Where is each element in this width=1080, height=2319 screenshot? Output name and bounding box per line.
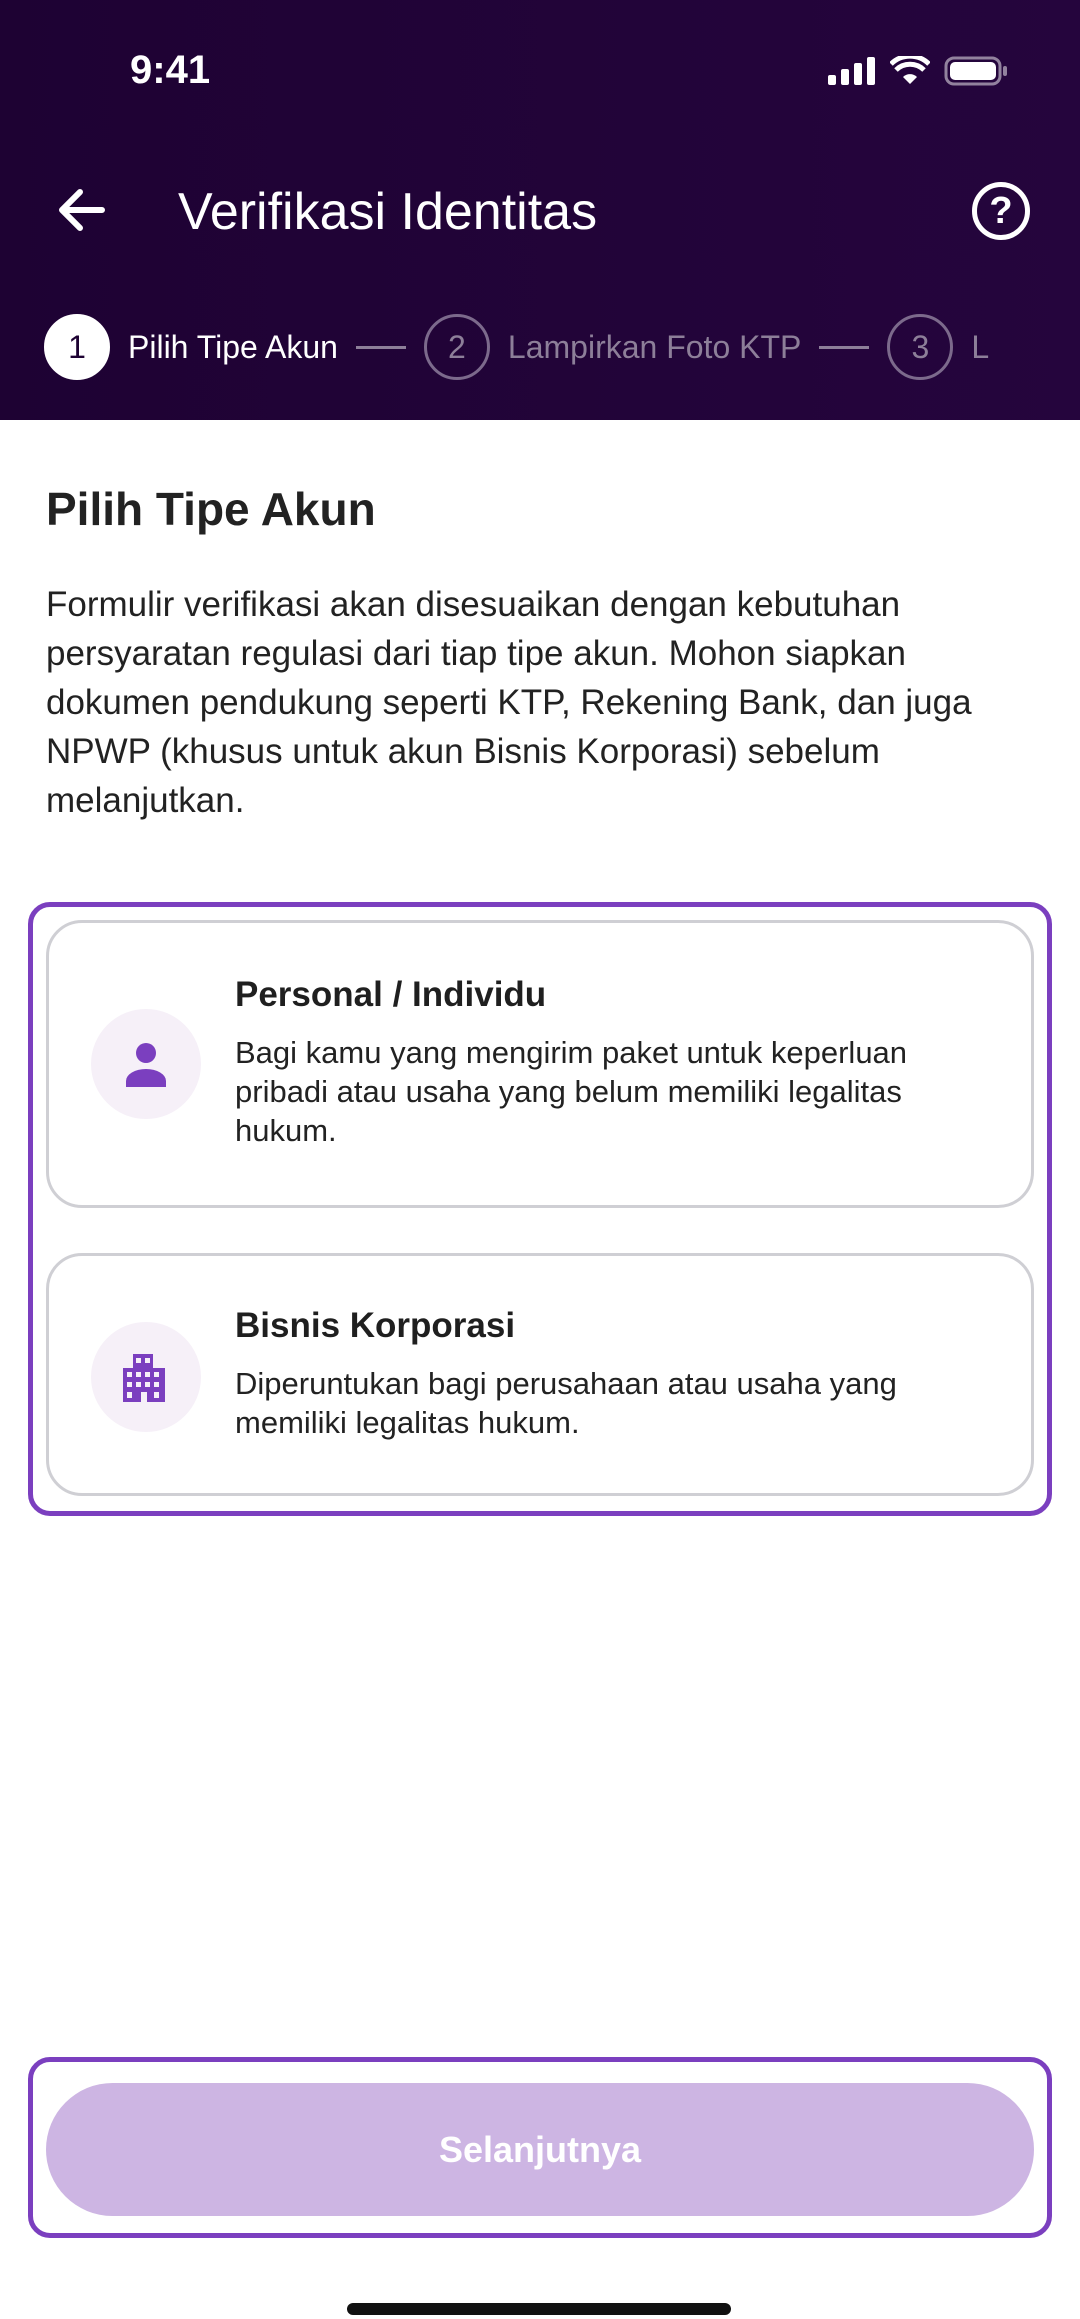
option-title: Personal / Individu [235, 975, 547, 1014]
step-3-number: 3 [887, 314, 953, 380]
app-header [0, 0, 1080, 420]
option-text: Bagi kamu yang mengirim paket untuk keperluan pribadi atau usaha yang belum memiliki legalitas hukum. [235, 1035, 908, 1148]
person-icon [91, 1009, 201, 1119]
option-title: Bisnis Korporasi [235, 1306, 516, 1345]
step-3-label: L [971, 328, 990, 365]
step-2-label: Lampirkan Foto KTP [507, 328, 802, 365]
option-text: Diperuntukan bagi perusahaan atau usaha yang memiliki legalitas hukum. [235, 1366, 897, 1440]
status-time: 9:41 [130, 48, 211, 92]
back-arrow-icon[interactable] [52, 180, 112, 240]
step-divider [356, 346, 406, 349]
option-personal[interactable] [46, 920, 1034, 1208]
step-divider [819, 346, 869, 349]
section-heading: Pilih Tipe Akun [46, 483, 376, 535]
wifi-icon [890, 56, 930, 86]
step-1-number: 1 [44, 314, 110, 380]
building-icon [91, 1322, 201, 1432]
status-icons [828, 56, 1008, 86]
next-button[interactable]: Selanjutnya [46, 2083, 1034, 2216]
home-indicator[interactable] [347, 2303, 731, 2315]
step-2-number: 2 [424, 314, 490, 380]
option-business[interactable] [46, 1253, 1034, 1496]
step-1-label: Pilih Tipe Akun [128, 328, 338, 365]
stepper [44, 314, 989, 380]
page-title: Verifikasi Identitas [178, 183, 598, 241]
signal-icon [828, 57, 876, 85]
battery-icon [944, 56, 1008, 86]
section-description: Formulir verifikasi akan disesuaikan dengan kebutuhan persyaratan regulasi dari tiap tipe akun. Mohon siapkan dokumen pendukung seperti KTP, Rekening Bank, dan juga NPWP (khusus untuk akun Bisnis Korporasi) sebelum melanjutkan. [46, 585, 972, 820]
help-icon[interactable]: ? [972, 182, 1030, 240]
